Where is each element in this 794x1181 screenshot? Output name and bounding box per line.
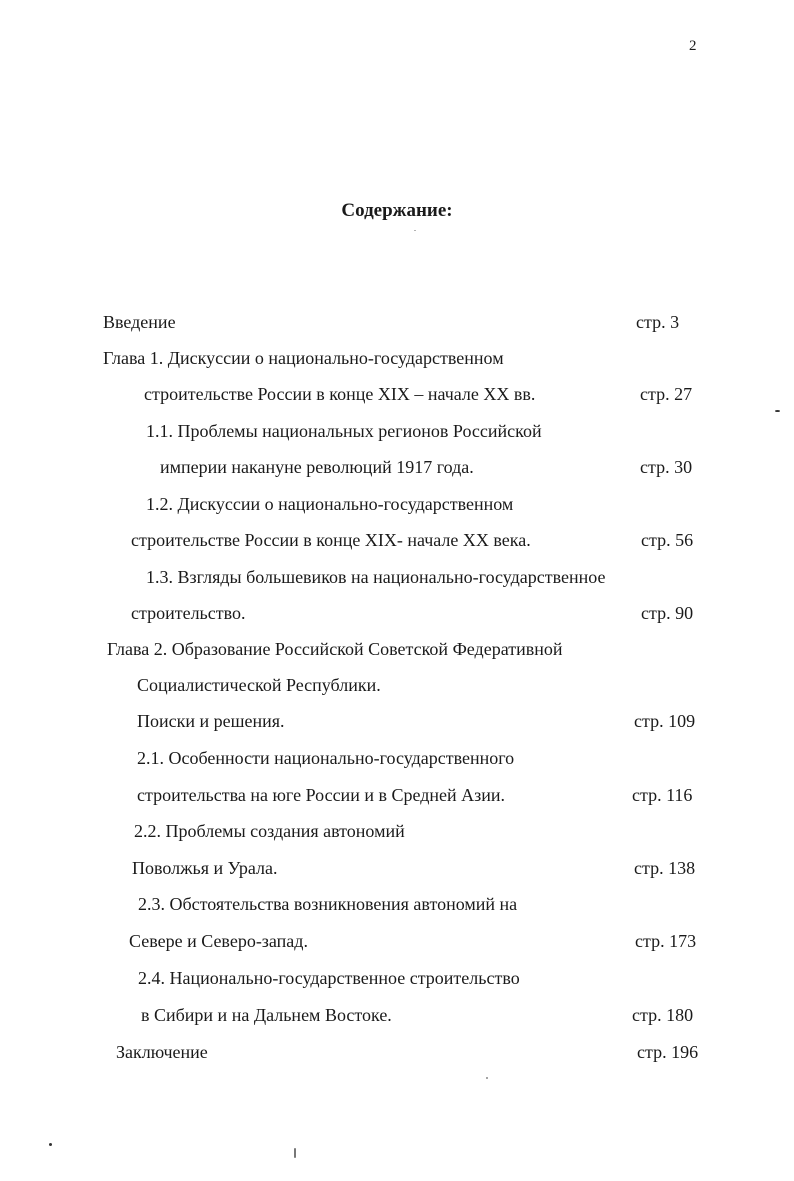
toc-entry-chapter-1: Глава 1. Дискуссии о национально-государственном <box>103 348 504 368</box>
toc-page-chapter-2: стр. 109 <box>634 711 696 731</box>
toc-entry-chapter-1-cont: строительстве России в конце XIX – начале XX вв. <box>144 384 536 404</box>
page-title: Содержание: <box>341 200 453 221</box>
toc-page-2-2: стр. 138 <box>634 858 696 878</box>
toc-entry-2-4: 2.4. Национально-государственное строительство <box>138 968 520 988</box>
toc-page-2-1: стр. 116 <box>632 785 693 805</box>
toc-entry-1-1: 1.1. Проблемы национальных регионов Российской <box>146 421 542 441</box>
toc-entry-2-1-cont: строительства на юге России и в Средней Азии. <box>137 785 505 805</box>
scan-speck <box>294 1148 296 1158</box>
toc-page-intro: стр. 3 <box>636 312 680 332</box>
toc-page-2-3: стр. 173 <box>635 931 697 951</box>
toc-entry-2-3: 2.3. Обстоятельства возникновения автономий на <box>138 894 518 914</box>
toc-entry-1-3-cont: строительство. <box>131 603 246 623</box>
toc-entry-1-3: 1.3. Взгляды большевиков на национально-государственное <box>146 567 606 587</box>
toc-page-1-2: стр. 56 <box>641 530 694 550</box>
toc-page-2-4: стр. 180 <box>632 1005 694 1025</box>
toc-page-conclusion: стр. 196 <box>637 1042 699 1062</box>
toc-entry-chapter-2-cont: Социалистической Республики. <box>137 675 381 695</box>
toc-entry-1-2: 1.2. Дискуссии о национально-государственном <box>146 494 514 514</box>
toc-entry-1-2-cont: строительстве России в конце XIX- начале XX века. <box>131 530 531 550</box>
toc-entry-intro: Введение <box>103 312 176 332</box>
scan-speck <box>49 1143 52 1146</box>
scan-speck <box>775 410 780 412</box>
toc-entry-1-1-cont: империи накануне революций 1917 года. <box>160 457 474 477</box>
toc-entry-chapter-2-cont2: Поиски и решения. <box>137 711 285 731</box>
scan-speck <box>486 1077 488 1079</box>
toc-entry-2-2: 2.2. Проблемы создания автономий <box>134 821 405 841</box>
toc-page-1-3: стр. 90 <box>641 603 694 623</box>
toc-page-chapter-1: стр. 27 <box>640 384 693 404</box>
toc-entry-chapter-2: Глава 2. Образование Российской Советской Федеративной <box>107 639 563 659</box>
toc-entry-2-1: 2.1. Особенности национально-государственного <box>137 748 515 768</box>
toc-entry-conclusion: Заключение <box>116 1042 208 1062</box>
scan-speck <box>414 230 416 231</box>
page-number: 2 <box>689 38 697 54</box>
toc-entry-2-2-cont: Поволжья и Урала. <box>132 858 278 878</box>
toc-entry-2-3-cont: Севере и Северо-запад. <box>129 931 308 951</box>
toc-page-1-1: стр. 30 <box>640 457 693 477</box>
toc-entry-2-4-cont: в Сибири и на Дальнем Востоке. <box>141 1005 392 1025</box>
